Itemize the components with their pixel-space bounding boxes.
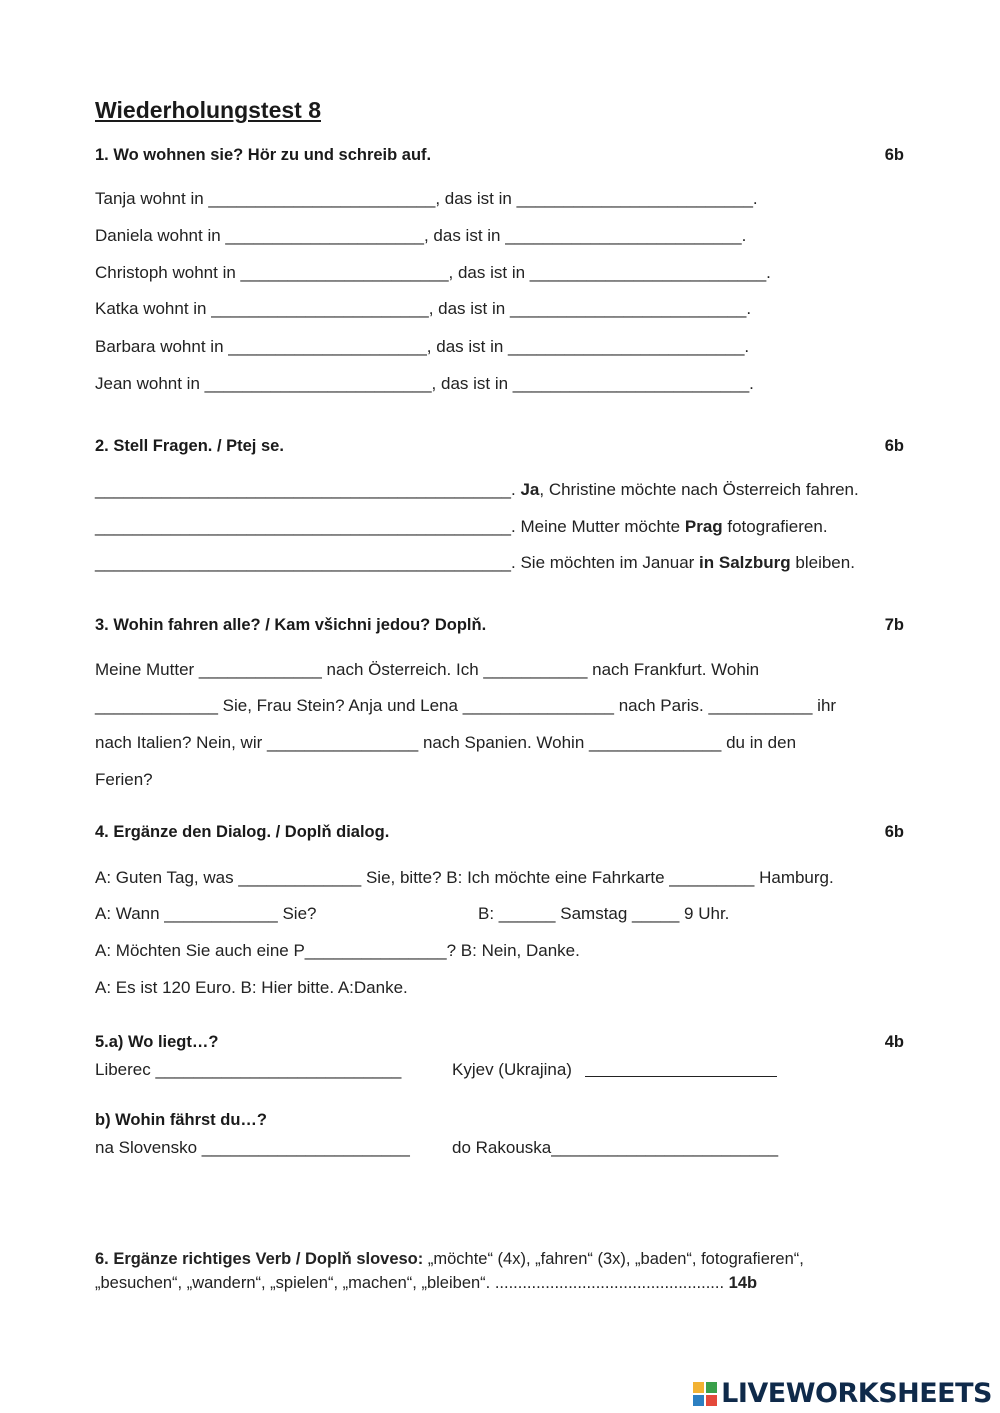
s4-line-4: A: Es ist 120 Euro. B: Hier bitte. A:Danke. (95, 978, 408, 997)
s2-line-1-blank: ____________________________________________. (95, 480, 521, 499)
s4-line-1: A: Guten Tag, was _____________ Sie, bitte? B: Ich möchte eine Fahrkarte _________ Hamburg. (95, 868, 834, 887)
s5-rakousko: do Rakouska________________________ (452, 1138, 779, 1157)
section-6-points: 14b (724, 1274, 758, 1292)
s2-line-2-blank: ____________________________________________. Meine Mutter möchte (95, 517, 685, 536)
s4-line-2a: A: Wann ____________ Sie? (95, 904, 317, 923)
s2-line-1-bold: Ja (520, 480, 540, 499)
s5-slovensko: na Slovensko ______________________ (95, 1138, 410, 1157)
s2-line-1 (95, 480, 859, 500)
s2-line-3-rest: bleiben. (790, 553, 855, 572)
s2-line-1-rest: , Christine möchte nach Österreich fahren. (539, 480, 859, 499)
s6-verbs-2: „besuchen“, „wandern“, „spielen“, „machen“, „bleiben“. .................................................. (95, 1274, 725, 1292)
s2-line-3-blank: ____________________________________________. Sie möchten im Januar (95, 553, 700, 572)
section-4-points: 6b (884, 823, 904, 841)
s1-line-4: Katka wohnt in _______________________, das ist in _________________________. (95, 299, 752, 318)
s1-line-6: Jean wohnt in ________________________, das ist in _________________________. (95, 374, 754, 393)
brand-name: LIVEWORKSHEETS (721, 1378, 992, 1409)
section-2-heading: 2. Stell Fragen. / Ptej se. (95, 437, 284, 455)
s1-line-2: Daniela wohnt in _____________________, das ist in _________________________. (95, 226, 747, 245)
s5-liberec: Liberec __________________________ (95, 1060, 402, 1079)
section-1-heading: 1. Wo wohnen sie? Hör zu und schreib auf. (95, 146, 432, 164)
section-5a-heading: 5.a) Wo liegt…? (95, 1033, 219, 1051)
s3-line-2: _____________ Sie, Frau Stein? Anja und Lena ________________ nach Paris. ___________ ihr (95, 696, 837, 715)
s2-line-3-bold: in Salzburg (699, 553, 791, 572)
s4-line-3: A: Möchten Sie auch eine P_______________? B: Nein, Danke. (95, 941, 580, 960)
s2-line-3 (95, 553, 855, 573)
s3-line-1: Meine Mutter _____________ nach Österreich. Ich ___________ nach Frankfurt. Wohin (95, 660, 760, 679)
section-4-heading: 4. Ergänze den Dialog. / Doplň dialog. (95, 823, 390, 841)
liveworksheets-logo (693, 1378, 992, 1409)
liveworksheets-logo-icon (693, 1382, 717, 1406)
s3-line-4: Ferien? (95, 770, 153, 789)
section-5b-heading: b) Wohin fährst du…? (95, 1111, 268, 1129)
section-3-points: 7b (884, 616, 904, 634)
s1-line-3: Christoph wohnt in ______________________, das ist in _________________________. (95, 263, 771, 282)
s6-verbs-1: „möchte“ (4x), „fahren“ (3x), „baden“, fotografieren“, (423, 1250, 804, 1268)
s6-line-2 (95, 1274, 757, 1293)
s5-kyjev-label: Kyjev (Ukrajina) (452, 1060, 572, 1079)
s5-kyjev-blank (585, 1062, 777, 1077)
section-1-points: 6b (884, 146, 904, 164)
section-3-heading: 3. Wohin fahren alle? / Kam všichni jedou? Doplň. (95, 616, 487, 634)
s2-line-2 (95, 517, 828, 537)
s1-line-1: Tanja wohnt in ________________________, das ist in _________________________. (95, 189, 758, 208)
s2-line-2-bold: Prag (684, 517, 723, 536)
s4-line-2b: B: ______ Samstag _____ 9 Uhr. (478, 904, 730, 923)
section-2-points: 6b (884, 437, 904, 455)
s5-kyjev (452, 1060, 777, 1080)
section-5-points: 4b (884, 1033, 904, 1051)
s6-line-1 (95, 1250, 804, 1269)
section-6-heading: 6. Ergänze richtiges Verb / Doplň sloveso: (95, 1250, 424, 1268)
s3-line-3: nach Italien? Nein, wir ________________ nach Spanien. Wohin ______________ du in den (95, 733, 797, 752)
s2-line-2-rest: fotografieren. (722, 517, 828, 536)
page-title: Wiederholungstest 8 (95, 97, 321, 123)
s1-line-5: Barbara wohnt in _____________________, das ist in _________________________. (95, 337, 750, 356)
